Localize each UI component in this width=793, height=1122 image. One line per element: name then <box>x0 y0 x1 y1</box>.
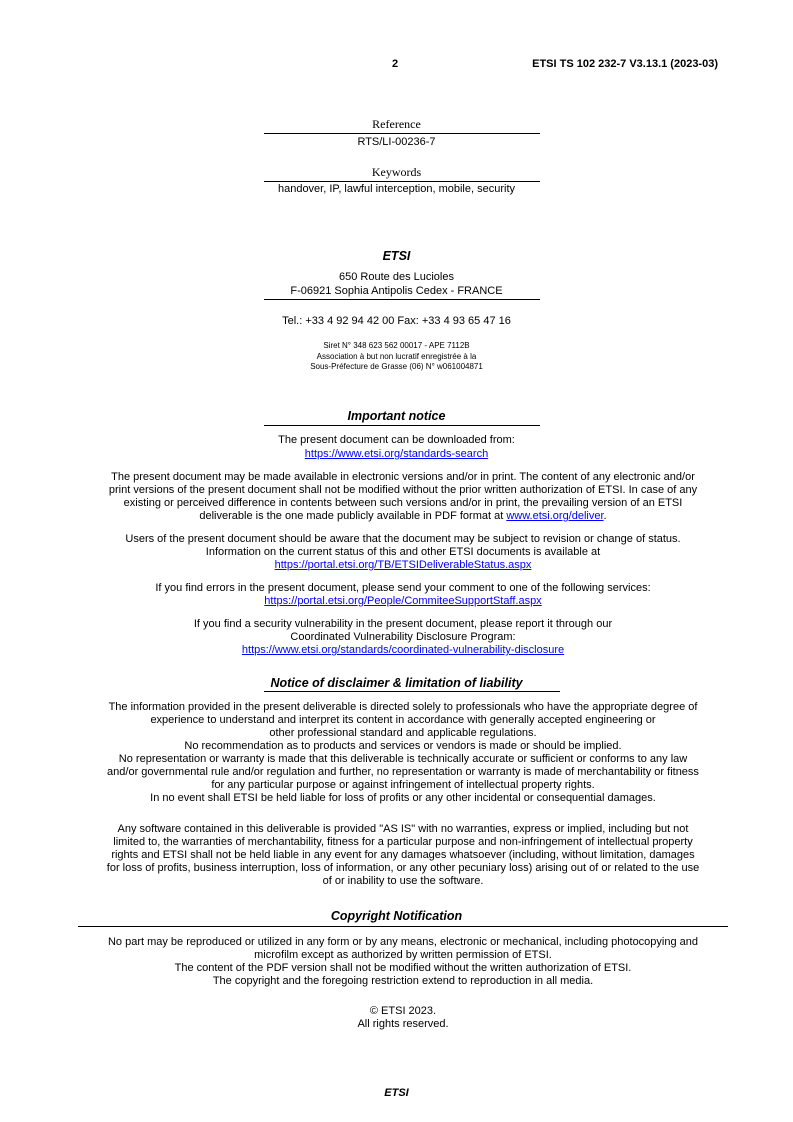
deliver-link[interactable]: www.etsi.org/deliver <box>506 510 604 522</box>
footer-etsi: ETSI <box>384 1087 409 1099</box>
reference-rule <box>264 133 540 134</box>
paragraph-line: for any particular purpose or against infringement of intellectual property rights. <box>211 779 595 791</box>
etsi-association: Association à but non lucratif enregistrée à la <box>316 352 477 361</box>
etsi-phone-fax: Tel.: +33 4 92 94 42 00 Fax: +33 4 93 65 47 16 <box>282 315 511 327</box>
paragraph-line: The present document may be made available in electronic versions and/or in print. The content of any electronic and/or <box>111 471 695 483</box>
paragraph-line: rights and ETSI shall not be held liable in any event for any damages whatsoever (including, without limitation, damages <box>111 849 695 861</box>
paragraph-line: and/or governmental rule and/or regulation and further, no representation or warranty is made of merchantability or fitness <box>107 766 699 778</box>
reference-label: Reference <box>372 117 421 131</box>
paragraph-line: No part may be reproduced or utilized in any form or by any means, electronic or mechanical, including photocopying and <box>107 936 699 948</box>
committee-support-link[interactable]: https://portal.etsi.org/People/CommiteeSupportStaff.aspx <box>264 595 542 607</box>
paragraph-line: for loss of profits, business interruption, loss of information, or any other pecuniary loss) arising out of or related to the use <box>106 862 700 874</box>
paragraph-line: The copyright and the foregoing restriction extend to reproduction in all media. <box>212 975 594 987</box>
paragraph-line <box>78 510 728 523</box>
deliver-period: . <box>603 510 607 522</box>
vulnerability-disclosure-link[interactable]: https://www.etsi.org/standards/coordinated-vulnerability-disclosure <box>241 644 565 656</box>
paragraph-line: Information on the current status of this and other ETSI documents is available at <box>205 546 601 558</box>
paragraph-line: microfilm except as authorized by written permission of ETSI. <box>254 949 552 961</box>
etsi-address-line2: F-06921 Sophia Antipolis Cedex - FRANCE <box>290 285 503 297</box>
address-rule <box>264 299 540 300</box>
important-notice-rule <box>264 425 540 426</box>
deliverable-status-link[interactable]: https://portal.etsi.org/TB/ETSIDeliverableStatus.aspx <box>274 559 532 571</box>
copyright-notice <box>78 1005 728 1031</box>
document-id: ETSI TS 102 232-7 V3.13.1 (2023-03) <box>532 58 718 70</box>
status-paragraph <box>78 533 728 572</box>
etsi-address-line1: 650 Route des Lucioles <box>339 271 454 283</box>
software-paragraph <box>78 823 728 888</box>
paragraph-line: of or inability to use the software. <box>322 875 484 887</box>
etsi-prefecture: Sous-Préfecture de Grasse (06) N° w061004871 <box>310 362 483 371</box>
paragraph-line: The content of the PDF version shall not be modified without the written authorization of ETSI. <box>174 962 632 974</box>
paragraph-line: If you find errors in the present document, please send your comment to one of the following services: <box>155 582 651 594</box>
etsi-title: ETSI <box>382 249 411 263</box>
etsi-siret: Siret N° 348 623 562 00017 - APE 7112B <box>323 341 470 350</box>
all-rights-reserved: All rights reserved. <box>357 1018 449 1030</box>
paragraph-line: print versions of the present document shall not be modified without the prior written authorization of ETSI. In case of any <box>108 484 698 496</box>
keywords-rule <box>264 181 540 182</box>
reference-value: RTS/LI-00236-7 <box>357 136 436 148</box>
copyright-title: Copyright Notification <box>330 909 463 923</box>
deliver-text: deliverable is the one made publicly available in PDF format at <box>199 510 504 522</box>
copyright-rule <box>78 926 728 927</box>
keywords-label: Keywords <box>371 165 422 179</box>
paragraph-line: experience to understand and interpret its content in accordance with generally accepted engineering or <box>150 714 656 726</box>
paragraph-line: The information provided in the present deliverable is directed solely to professionals who have the appropriate degree of <box>108 701 698 713</box>
paragraph-line: limited to, the warranties of merchantability, fitness for a particular purpose and non-infringement of intellectual property <box>113 836 693 848</box>
electronic-versions-paragraph <box>78 471 728 523</box>
paragraph-line: No recommendation as to products and services or vendors is made or should be implied. <box>184 740 622 752</box>
vulnerability-paragraph <box>78 618 728 657</box>
paragraph-line: other professional standard and applicable regulations. <box>269 727 537 739</box>
paragraph-line: No representation or warranty is made that this deliverable is technically accurate or sufficient or conforms to any law <box>118 753 688 765</box>
paragraph-line: Coordinated Vulnerability Disclosure Program: <box>290 631 516 643</box>
disclaimer-rule <box>264 691 560 692</box>
paragraph-line: Users of the present document should be aware that the document may be subject to revision or change of status. <box>125 533 681 545</box>
page-number: 2 <box>392 58 399 70</box>
errors-paragraph <box>78 582 728 608</box>
paragraph-line <box>78 595 728 608</box>
download-text: The present document can be downloaded from: <box>278 434 515 446</box>
paragraph-line: In no event shall ETSI be held liable for loss of profits or any other incidental or consequential damages. <box>150 792 656 804</box>
paragraph-line <box>78 559 728 572</box>
copyright-paragraph <box>78 936 728 988</box>
paragraph-line <box>78 644 728 657</box>
standards-search-link[interactable]: https://www.etsi.org/standards-search <box>304 448 489 460</box>
paragraph-line: existing or perceived difference in contents between such versions and/or in print, the prevailing version of an ETSI <box>123 497 683 509</box>
disclaimer-title: Notice of disclaimer & limitation of liability <box>270 676 523 690</box>
paragraph-line: Any software contained in this deliverable is provided "AS IS" with no warranties, express or implied, including but not <box>117 823 689 835</box>
important-notice-title: Important notice <box>347 409 446 423</box>
keywords-value: handover, IP, lawful interception, mobile, security <box>277 183 516 195</box>
copyright-year: © ETSI 2023. <box>369 1005 437 1017</box>
disclaimer-paragraph <box>78 701 728 805</box>
paragraph-line: If you find a security vulnerability in the present document, please report it through our <box>193 618 613 630</box>
